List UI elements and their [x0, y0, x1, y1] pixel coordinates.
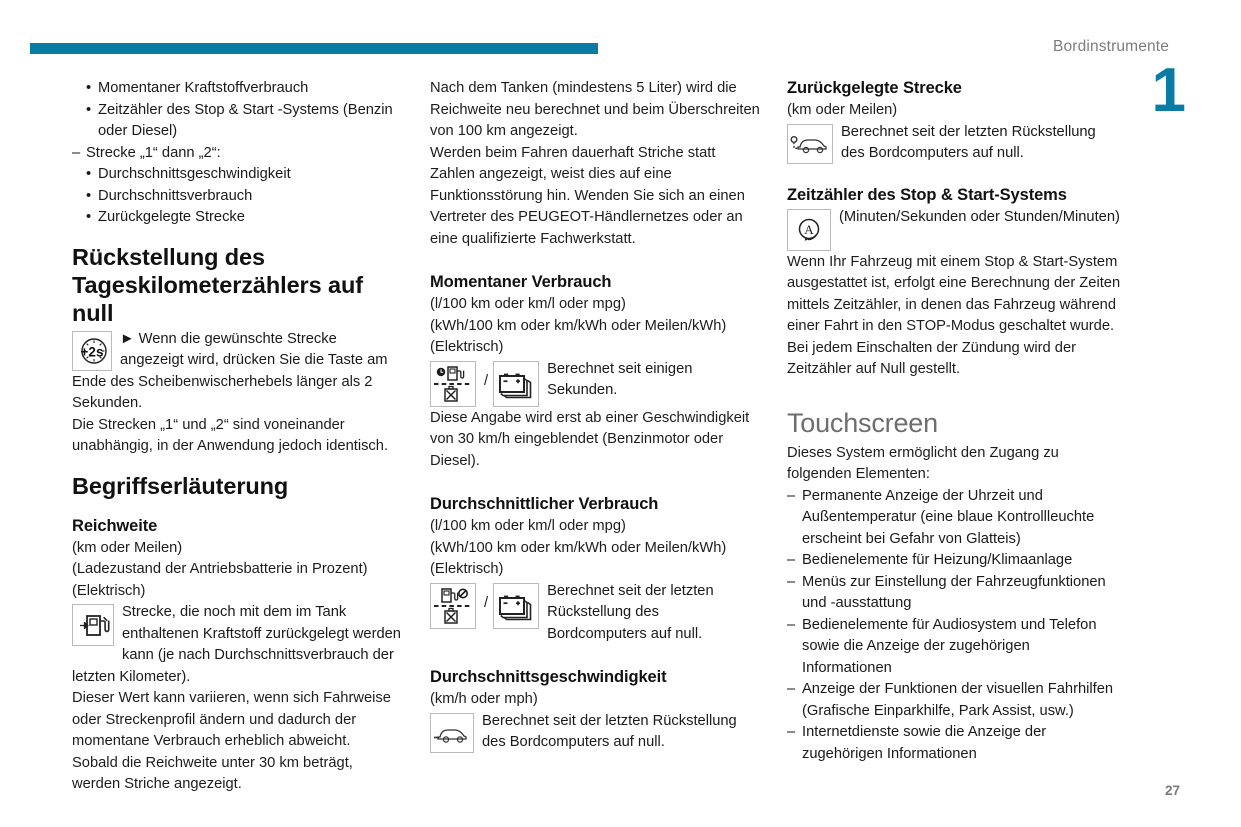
dv-icon-block: [430, 581, 760, 646]
momentan-unit-1: (l/100 km oder km/l oder mpg): [430, 296, 626, 312]
battery-stack-icon: [493, 583, 539, 629]
list-item: • Momentaner Kraftstoffverbrauch: [72, 78, 402, 100]
touchscreen-item: – Bedienelemente für Heizung/Klimaanlage: [787, 550, 1122, 572]
reichweite-para-2: Dieser Wert kann variieren, wenn sich Fahrweise oder Streckenprofil ändern und dadurch der momentane Verbrauch erheblich abweicht.: [72, 690, 391, 749]
strecke-icon-block: [787, 122, 1122, 165]
chapter-title: Bordinstrumente: [1053, 38, 1169, 55]
touchscreen-item: – Bedienelemente für Audiosystem und Telefon sowie die Anzeige der zugehörigen Informationen: [787, 615, 1122, 680]
plus-two-seconds-icon: [72, 331, 112, 371]
heading-odometer-reset: Rückstellung des Tageskilometerzählers auf null: [72, 243, 363, 326]
svg-text:+2s: +2s: [80, 344, 104, 359]
momentan-icon-text: Berechnet seit einigen Sekunden.: [547, 360, 693, 398]
zeitzaehler-icon-text: (Minuten/Sekunden oder Stunden/Minuten): [839, 208, 1120, 225]
dg-icon-block: [430, 711, 760, 754]
heading-terms: Begriffserläuterung: [72, 472, 289, 499]
stop-start-auto-icon: [787, 209, 831, 251]
odometer-reset-text: ► Wenn die gewünschte Strecke angezeigt wird, drücken Sie die Taste am Ende des Scheibenwischerhebels länger als 2 Sekunden.: [72, 330, 388, 411]
average-speed-car-icon: [430, 713, 474, 753]
touchscreen-intro: Dieses System ermöglicht den Zugang zu folgenden Elementen:: [787, 444, 1059, 482]
header-accent-rule: [30, 43, 598, 54]
heading-zeitzaehler: Zeitzähler des Stop & Start-Systems: [787, 185, 1067, 204]
chapter-number: 1: [1151, 56, 1186, 125]
momentan-unit-2: (kWh/100 km oder km/kWh oder Meilen/kWh): [430, 317, 727, 334]
dv-unit-1: (l/100 km oder km/l oder mpg): [430, 518, 626, 534]
instant-fuel-consumption-icon: [430, 361, 476, 407]
battery-stack-icon: [493, 361, 539, 407]
dv-unit-2: (kWh/100 km oder km/kWh oder Meilen/kWh): [430, 539, 727, 556]
list-item: • Durchschnittsgeschwindigkeit: [72, 164, 402, 186]
distance-travelled-car-icon: [787, 124, 833, 164]
touchscreen-item: – Anzeige der Funktionen der visuellen Fahrhilfen (Grafische Einparkhilfe, Park Assist, usw.): [787, 679, 1122, 722]
middle-para-2: Werden beim Fahren dauerhaft Striche statt Zahlen angezeigt, weist dies auf eine Funktionsstörung hin. Wenden Sie sich an einen Vertreter des PEUGEOT-Händlernetzes oder an eine qualifizierte Fachwerkstatt.: [430, 144, 745, 247]
list-item: • Zeitzähler des Stop & Start -Systems (Benzin oder Diesel): [72, 100, 402, 143]
momentan-para: Diese Angabe wird erst ab einer Geschwindigkeit von 30 km/h eingeblendet (Benzinmotor oder Diesel).: [430, 409, 750, 469]
heading-durchschnittsgeschwindigkeit: Durchschnittsgeschwindigkeit: [430, 668, 667, 686]
average-fuel-consumption-icon: [430, 583, 476, 629]
strecke-unit-1: (km oder Meilen): [787, 102, 898, 118]
column-middle: [430, 78, 760, 754]
reichweite-unit-3: (Elektrisch): [72, 582, 146, 599]
fuel-pump-range-icon: [72, 604, 114, 646]
dv-unit-3: (Elektrisch): [430, 561, 504, 577]
heading-zurueckgelegte-strecke: Zurückgelegte Strecke: [787, 79, 962, 97]
touchscreen-item: – Menüs zur Einstellung der Fahrzeugfunktionen und -ausstattung: [787, 572, 1122, 615]
list-item-dash: – Strecke „1“ dann „2“:: [72, 143, 402, 165]
dv-icon-text: Berechnet seit der letzten Rückstellung des Bordcomputers auf null.: [547, 582, 714, 642]
heading-momentaner-verbrauch: Momentaner Verbrauch: [430, 273, 612, 291]
column-left: [72, 78, 402, 796]
reichweite-unit-2: (Ladezustand der Antriebsbatterie in Prozent): [72, 561, 368, 577]
page-number: 27: [1164, 783, 1180, 798]
odometer-reset-text-2: Die Strecken „1“ und „2“ sind voneinander unabhängig, in der Anwendung jedoch identisch.: [72, 416, 389, 454]
reichweite-para-3: Sobald die Reichweite unter 30 km beträgt, werden Striche angezeigt.: [72, 754, 353, 792]
momentan-icon-block: [430, 359, 760, 408]
list-item: • Durchschnittsverbrauch: [72, 186, 402, 208]
reichweite-block: [72, 602, 402, 688]
momentan-unit-3: (Elektrisch): [430, 339, 504, 355]
svg-text:A: A: [804, 221, 814, 237]
column-right: [787, 78, 1122, 765]
dg-unit-1: (km/h oder mph): [430, 691, 538, 707]
middle-para-1: Nach dem Tanken (mindestens 5 Liter) wird die Reichweite neu berechnet und beim Überschreiten von 100 km angezeigt.: [430, 80, 760, 139]
icon-separator-slash: /: [484, 372, 489, 389]
zeitzaehler-para: Wenn Ihr Fahrzeug mit einem Stop & Start-System ausgestattet ist, erfolgt eine Berechnung der Zeiten mittels Zeitzähler, in denen das Fahrzeug während einer Fahrt in den STOP-Modus geschaltet wurde. Bei jedem Einschalten der Zündung wird der Zeitzähler auf Null gestellt.: [787, 253, 1121, 377]
heading-reichweite: Reichweite: [72, 516, 158, 535]
reichweite-unit-1: (km oder Meilen): [72, 539, 183, 556]
feature-bullet-list-top: [72, 78, 402, 229]
list-item: • Zurückgelegte Strecke: [72, 207, 402, 229]
dg-icon-text: Berechnet seit der letzten Rückstellung des Bordcomputers auf null.: [482, 712, 737, 750]
odometer-reset-block: [72, 329, 402, 415]
touchscreen-item: – Permanente Anzeige der Uhrzeit und Außentemperatur (eine blaue Kontrollleuchte erscheint bei Gefahr von Glatteis): [787, 486, 1122, 551]
icon-separator-slash: /: [484, 594, 489, 611]
heading-touchscreen: Touchscreen: [787, 407, 938, 438]
strecke-icon-text: Berechnet seit der letzten Rückstellung des Bordcomputers auf null.: [841, 123, 1096, 161]
reichweite-icon-text: Strecke, die noch mit dem im Tank enthaltenen Kraftstoff zurückgelegt werden kann (je nach Durchschnittsverbrauch der letzten Kilometer).: [72, 604, 401, 685]
touchscreen-item: – Internetdienste sowie die Anzeige der zugehörigen Informationen: [787, 722, 1122, 765]
heading-durchschnittlicher-verbrauch: Durchschnittlicher Verbrauch: [430, 495, 659, 513]
zeitzaehler-icon-block: [787, 207, 1122, 252]
